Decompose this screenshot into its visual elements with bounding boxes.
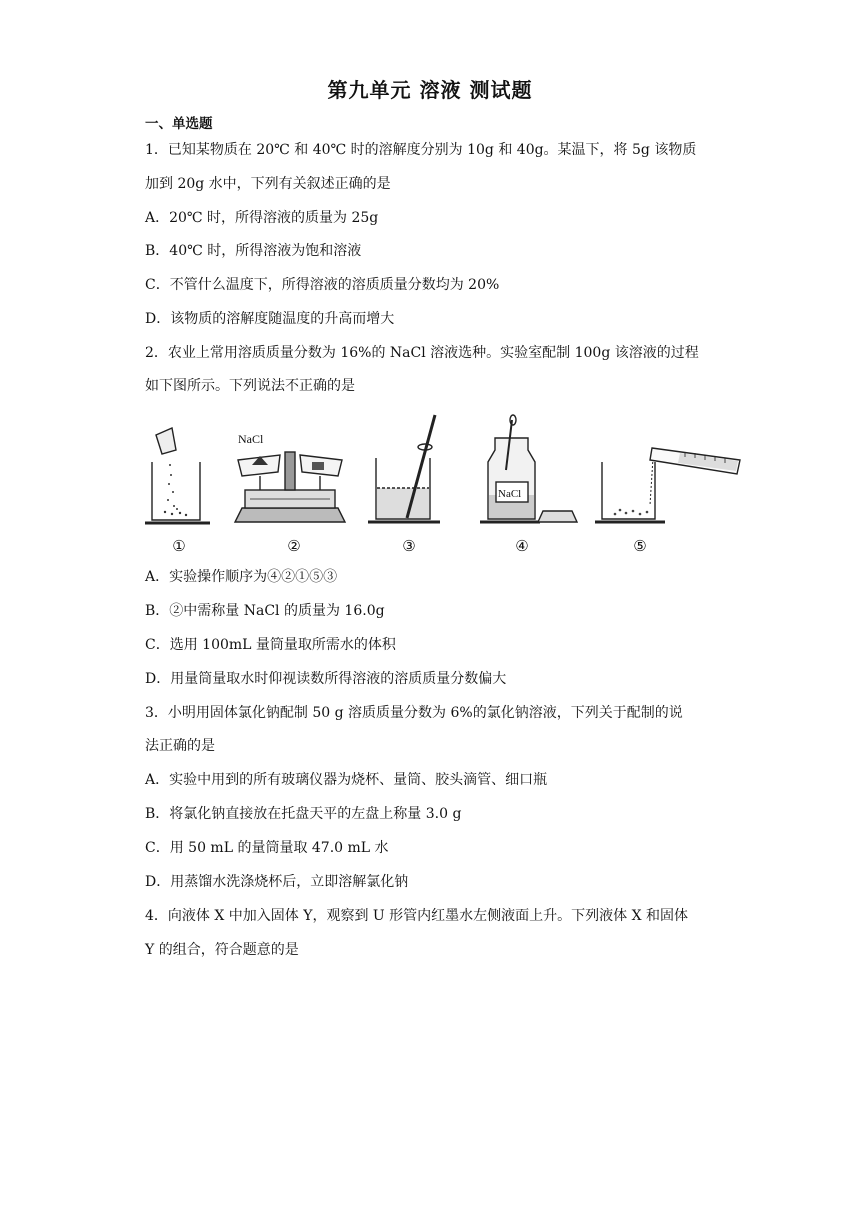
figure-label-4: ④ xyxy=(515,537,529,555)
q3-option-d: D．用蒸馏水洗涤烧杯后，立即溶解氯化钠 xyxy=(145,874,409,890)
step1-beaker-icon xyxy=(145,428,210,523)
q1-option-b: B．40℃ 时，所得溶液为饱和溶液 xyxy=(145,243,362,259)
section-heading: 一、单选题 xyxy=(145,116,213,132)
q1-option-d: D．该物质的溶解度随温度的升高而增大 xyxy=(145,311,395,327)
q4-stem-line-1: 4．向液体 X 中加入固体 Y，观察到 U 形管内红墨水左侧液面上升。下列液体 X 和固体 xyxy=(145,908,689,924)
figure-label-2: ② xyxy=(287,537,301,555)
q3-option-a: A．实验中用到的所有玻璃仪器为烧杯、量筒、胶头滴管、细口瓶 xyxy=(145,772,548,788)
figure-label-1: ① xyxy=(172,537,186,555)
solution-preparation-figure xyxy=(140,410,760,560)
q3-stem-line-2: 法正确的是 xyxy=(145,738,215,754)
bottle-nacl-label: NaCl xyxy=(498,488,522,500)
q4-stem-line-2: Y 的组合，符合题意的是 xyxy=(145,942,299,958)
q3-stem-line-1: 3．小明用固体氯化钠配制 50 g 溶质质量分数为 6%的氯化钠溶液，下列关于配制的说 xyxy=(145,705,683,721)
figure-drawing xyxy=(140,410,760,560)
q1-option-a: A．20℃ 时，所得溶液的质量为 25g xyxy=(145,210,379,226)
figure-label-3: ③ xyxy=(402,537,416,555)
q2-option-a: A．实验操作顺序为④②①⑤③ xyxy=(145,569,338,585)
q1-stem-line-2: 加到 20g 水中，下列有关叙述正确的是 xyxy=(145,176,391,192)
step5-pour-water-icon xyxy=(595,448,740,522)
step2-balance-icon xyxy=(235,452,345,522)
step3-stirring-icon xyxy=(368,415,440,522)
q3-option-c: C．用 50 mL 的量筒量取 47.0 mL 水 xyxy=(145,840,389,856)
balance-nacl-label: NaCl xyxy=(238,432,264,446)
q2-option-c: C．选用 100mL 量筒量取所需水的体积 xyxy=(145,637,396,653)
page-title: 第九单元 溶液 测试题 xyxy=(327,78,533,102)
step4-reagent-bottle-icon xyxy=(480,415,577,522)
q2-stem-line-1: 2．农业上常用溶质质量分数为 16%的 NaCl 溶液选种。实验室配制 100g 该溶液的过程 xyxy=(145,345,699,361)
q1-option-c: C．不管什么温度下，所得溶液的溶质质量分数均为 20% xyxy=(145,277,500,293)
q3-option-b: B．将氯化钠直接放在托盘天平的左盘上称量 3.0 g xyxy=(145,806,462,822)
q1-stem-line-1: 1．已知某物质在 20℃ 和 40℃ 时的溶解度分别为 10g 和 40g。某温下，将 5g 该物质 xyxy=(145,142,697,158)
figure-label-5: ⑤ xyxy=(633,537,647,555)
q2-option-b: B．②中需称量 NaCl 的质量为 16.0g xyxy=(145,603,385,619)
q2-option-d: D．用量筒量取水时仰视读数所得溶液的溶质质量分数偏大 xyxy=(145,671,507,687)
q2-stem-line-2: 如下图所示。下列说法不正确的是 xyxy=(145,378,355,394)
